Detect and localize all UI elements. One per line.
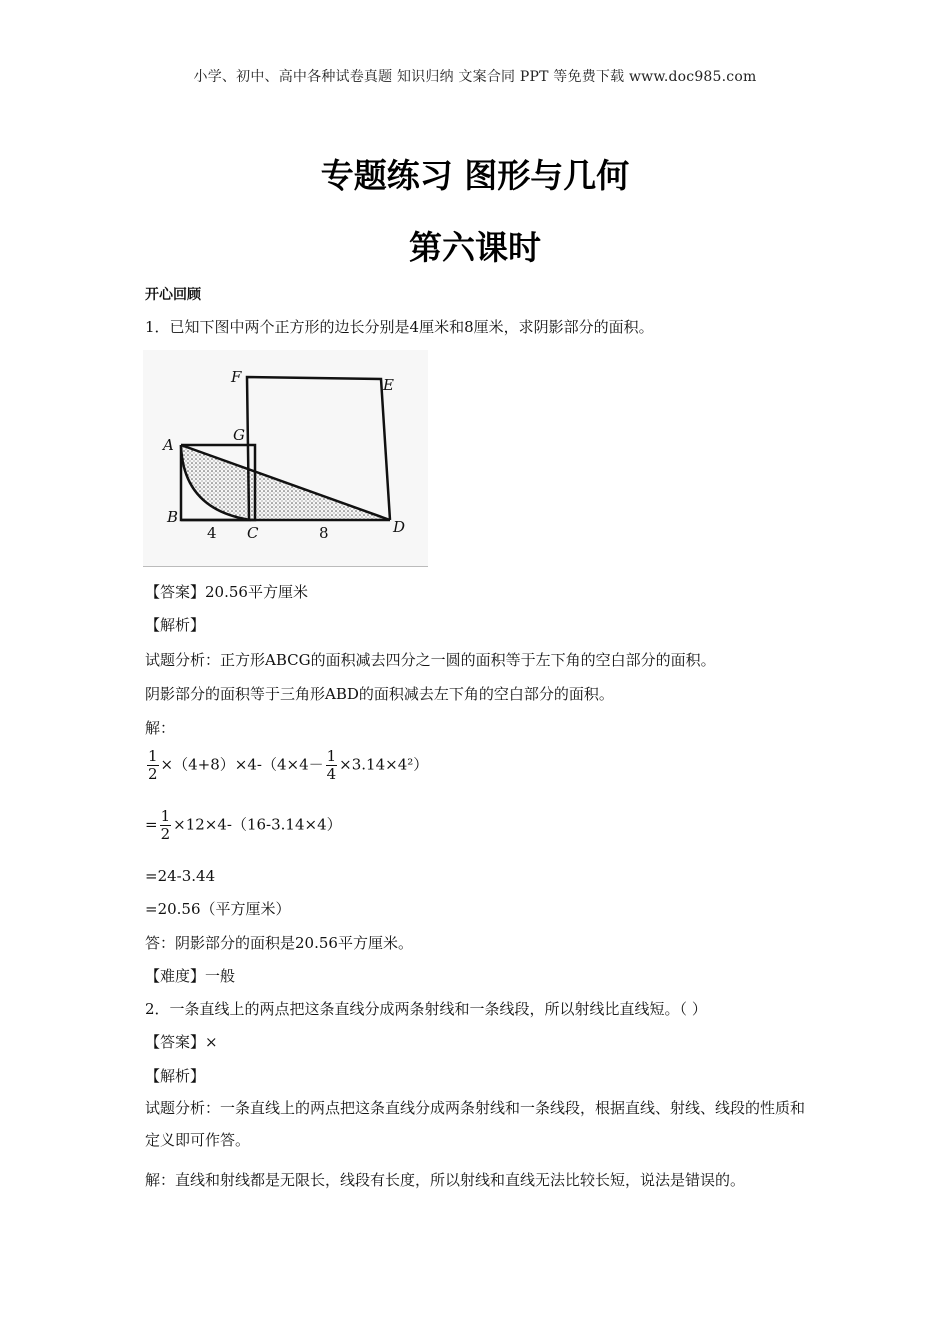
q1-equation-3: =24-3.44 xyxy=(145,867,216,885)
page-subtitle: 第六课时 xyxy=(409,228,541,267)
q1-equation-4: =20.56（平方厘米） xyxy=(145,900,291,918)
q1-analysis-tag: 【解析】 xyxy=(145,616,206,634)
figure-divider xyxy=(143,566,428,567)
label-f: F xyxy=(231,368,242,386)
label-d: D xyxy=(393,518,406,536)
q1-question: 1．已知下图中两个正方形的边长分别是4厘米和8厘米，求阴影部分的面积。 xyxy=(145,318,654,336)
q1-solve: 解： xyxy=(145,719,176,737)
label-a: A xyxy=(163,436,174,454)
q1-equation-1: $\frac{1}{2}$ ×（4+8）×4-（4×4－ $\frac{1}{4}$ ×3.14×4²） xyxy=(148,747,429,783)
q2-answer: 【答案】× xyxy=(145,1033,218,1051)
label-8: 8 xyxy=(319,524,329,542)
fraction-half: $\frac{1}{2}$ xyxy=(148,747,158,783)
q1-reply: 答：阴影部分的面积是20.56平方厘米。 xyxy=(145,934,413,952)
fraction-half-2: $\frac{1}{2}$ xyxy=(160,807,171,843)
label-4: 4 xyxy=(207,524,217,542)
page-header: 小学、初中、高中各种试卷真题 知识归纳 文案合同 PPT 等免费下载 www.doc985.com xyxy=(193,69,757,85)
label-c: C xyxy=(247,524,259,542)
section-heading: 开心回顾 xyxy=(145,287,201,303)
q1-difficulty: 【难度】一般 xyxy=(145,967,236,985)
q2-solution: 解：直线和射线都是无限长，线段有长度，所以射线和直线无法比较长短，说法是错误的。 xyxy=(145,1171,746,1189)
label-e: E xyxy=(383,376,394,394)
q2-analysis: 试题分析：一条直线上的两点把这条直线分成两条射线和一条线段，根据直线、射线、线段的性质和定义即可作答。 xyxy=(145,1099,806,1149)
q1-analysis-2: 阴影部分的面积等于三角形ABD的面积减去左下角的空白部分的面积。 xyxy=(145,685,614,703)
geometry-figure xyxy=(143,350,428,566)
fraction-quarter: $\frac{1}{4}$ xyxy=(326,747,337,783)
page-title: 专题练习 图形与几何 xyxy=(320,156,630,195)
label-g: G xyxy=(233,426,245,444)
q2-question: 2．一条直线上的两点把这条直线分成两条射线和一条线段，所以射线比直线短。（ ） xyxy=(145,1000,707,1018)
q2-analysis-tag: 【解析】 xyxy=(145,1067,206,1085)
figure-svg xyxy=(143,350,428,566)
q1-answer: 【答案】20.56平方厘米 xyxy=(145,583,308,601)
q1-equation-2: = $\frac{1}{2}$ ×12×4-（16-3.14×4） xyxy=(145,807,342,843)
label-b: B xyxy=(167,508,179,526)
q1-analysis-1: 试题分析：正方形ABCG的面积减去四分之一圆的面积等于左下角的空白部分的面积。 xyxy=(145,651,716,669)
